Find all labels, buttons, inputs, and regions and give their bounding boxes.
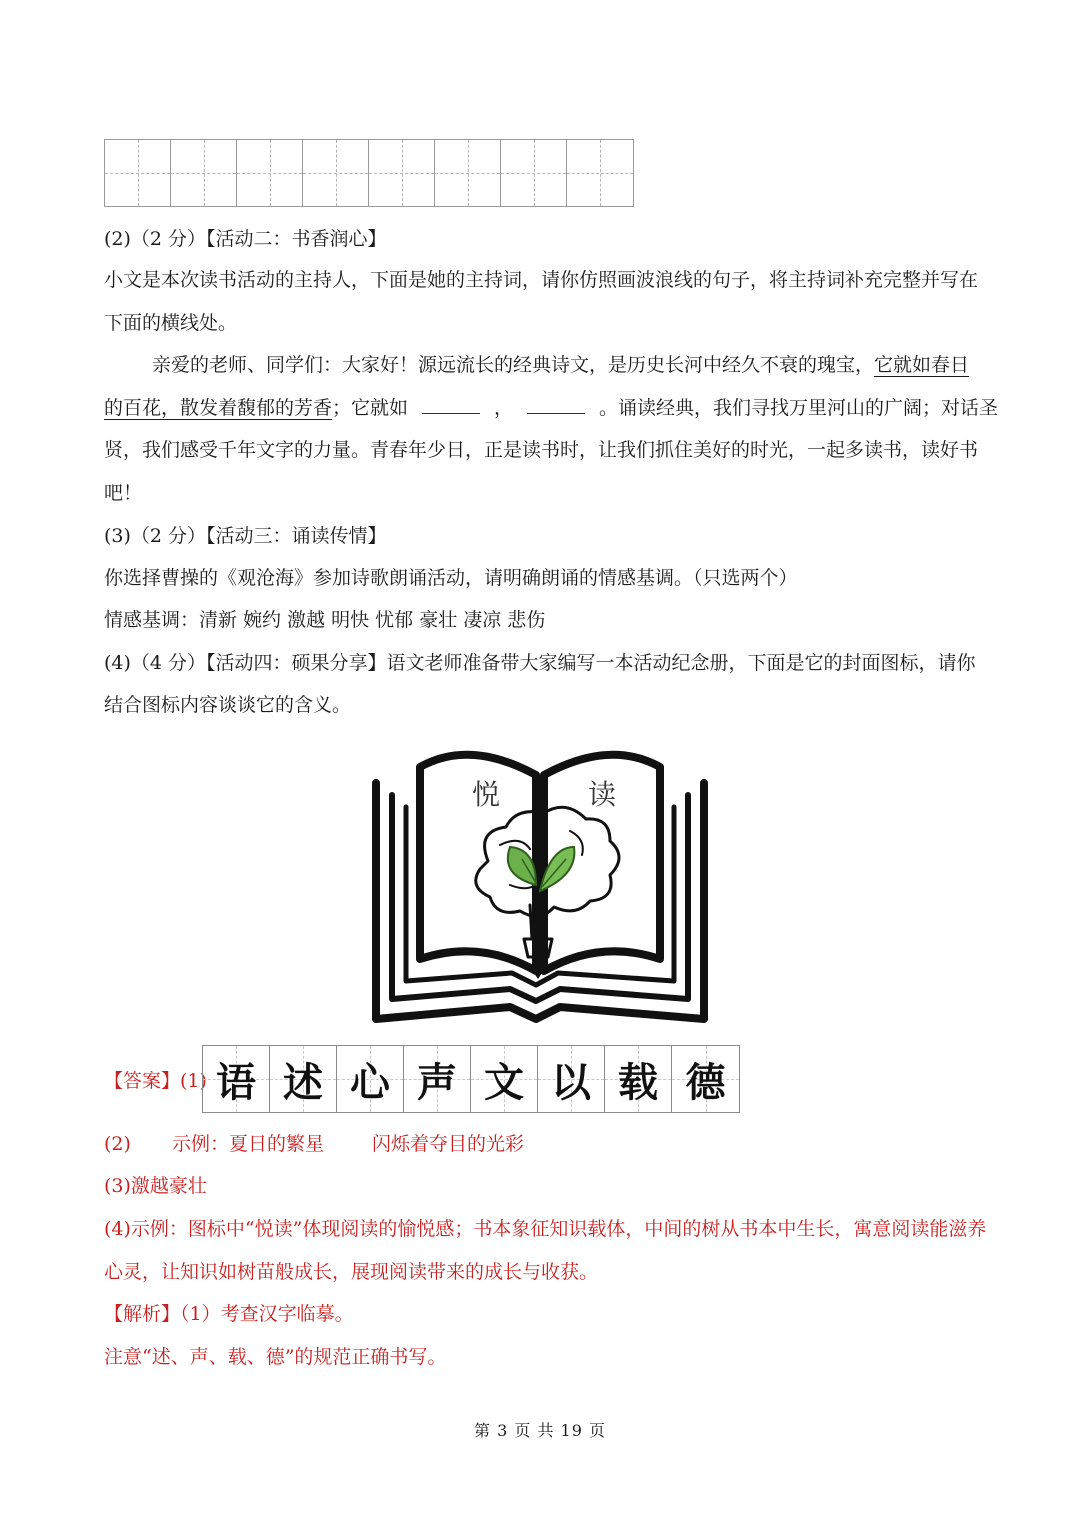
q2-paragraph-line-4: 吧！: [104, 482, 143, 504]
answer-4-line-1: (4)示例：图标中“悦读”体现阅读的愉悦感；书本象征知识载体，中间的树从书本中生长，寓意阅读能滋养: [104, 1218, 987, 1240]
calligraphy-cell: 载: [605, 1046, 672, 1112]
q3-title: (3)（2 分）【活动三：诵读传情】: [104, 525, 387, 547]
q2-para-text: ；它就如: [332, 397, 409, 419]
writing-practice-grid: [104, 139, 634, 207]
page-footer: 第 3 页 共 19 页: [474, 1421, 606, 1440]
icon-left-char: 悦: [472, 778, 501, 811]
grid-cell: [171, 140, 237, 206]
analysis-text-1: （1）考查汉字临摹。: [180, 1303, 354, 1325]
answer-label: 【答案】: [104, 1070, 181, 1092]
answer-4-line-2: 心灵，让知识如树苗般成长，展现阅读带来的成长与收获。: [104, 1261, 599, 1283]
answer-2-num: (2): [104, 1133, 131, 1155]
q4-title-line-1: (4)（4 分）【活动四：硕果分享】语文老师准备带大家编写一本活动纪念册，下面是它的封面图标，请你: [104, 652, 976, 674]
analysis-line-2: 注意“述、声、载、德”的规范正确书写。: [104, 1346, 447, 1368]
answer-blank-1[interactable]: [422, 395, 480, 414]
answer-2-text-1: 示例：夏日的繁星: [172, 1133, 325, 1155]
q2-title: (2)（2 分）【活动二：书香润心】: [104, 228, 387, 250]
book-tree-cover-icon: [360, 735, 720, 1025]
grid-cell: [105, 140, 171, 206]
q2-prompt-line-1: 小文是本次读书活动的主持人，下面是她的主持词，请你仿照画波浪线的句子，将主持词补充完整并写在: [104, 269, 979, 291]
answer-calligraphy-grid: [202, 1045, 740, 1113]
q3-options: 情感基调：清新 婉约 激越 明快 忧郁 豪壮 凄凉 悲伤: [104, 609, 546, 631]
grid-cell: [501, 140, 567, 206]
answer-3: (3)激越豪壮: [104, 1175, 207, 1197]
calligraphy-cell: 声: [404, 1046, 471, 1112]
q2-wavy-sentence-cont: 的百花，散发着馥郁的芳香: [104, 397, 333, 419]
q2-para-text: 。诵读经典，我们寻找万里河山的广阔；对话圣: [599, 397, 999, 419]
grid-cell: [435, 140, 501, 206]
q2-comma: ，: [494, 397, 514, 419]
answer-label-line: [104, 1068, 207, 1094]
q3-prompt: 你选择曹操的《观沧海》参加诗歌朗诵活动，请明确朗诵的情感基调。（只选两个）: [104, 567, 798, 589]
icon-right-char: 读: [588, 778, 617, 811]
grid-cell: [237, 140, 303, 206]
q2-paragraph-line-2: [104, 395, 998, 421]
q2-para-text: 亲爱的老师、同学们：大家好！源远流长的经典诗文，是历史长河中经久不衰的瑰宝，: [152, 354, 875, 376]
answer-2-text-2: 闪烁着夺目的光彩: [372, 1133, 525, 1155]
grid-cell: [303, 140, 369, 206]
grid-cell: [369, 140, 435, 206]
calligraphy-cell: 以: [538, 1046, 605, 1112]
calligraphy-cell: 述: [270, 1046, 337, 1112]
calligraphy-cell: 心: [337, 1046, 404, 1112]
q2-paragraph-line-3: 贤，我们感受千年文字的力量。青春年少日，正是读书时，让我们抓住美好的时光，一起多读书，读好书: [104, 439, 979, 461]
q2-wavy-sentence: 它就如春日: [874, 354, 970, 376]
grid-cell: [567, 140, 633, 206]
calligraphy-cell: 文: [471, 1046, 538, 1112]
q2-paragraph-line-1: [152, 352, 969, 378]
q4-title-line-2: 结合图标内容谈谈它的含义。: [104, 694, 352, 716]
analysis-line-1: [104, 1301, 354, 1327]
answer-blank-2[interactable]: [527, 395, 585, 414]
answer-q1-num: (1): [180, 1070, 207, 1092]
calligraphy-cell: 语: [203, 1046, 270, 1112]
calligraphy-cell: 德: [672, 1046, 739, 1112]
q2-prompt-line-2: 下面的横线处。: [104, 312, 238, 334]
analysis-label: 【解析】: [104, 1303, 181, 1325]
